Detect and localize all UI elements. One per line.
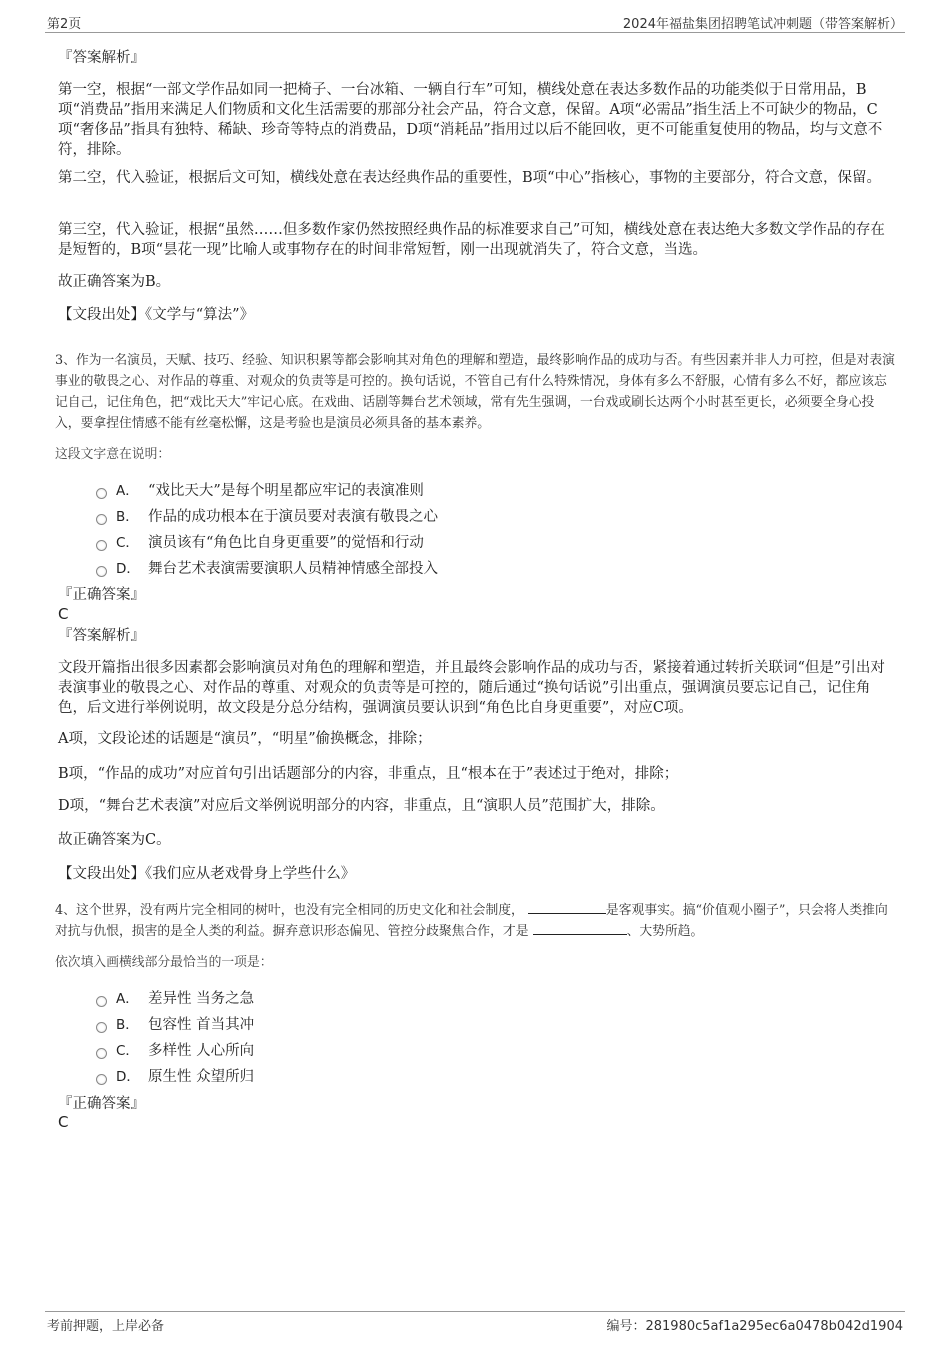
q3-analysis-paragraph-3: B项，“作品的成功”对应首句引出话题部分的内容，非重点，且“根本在于”表述过于绝对，排除； (58, 766, 679, 782)
radio-icon[interactable] (96, 1048, 107, 1059)
q2-source: 【文段出处】《文学与“算法”》 (58, 307, 255, 323)
q3-question-text: 3、作为一名演员，天赋、技巧、经验、知识积累等都会影响其对角色的理解和塑造，最终影响作品的成功与否。有些因素并非人力可控，但是对表演事业的敬畏之心、对作品的尊重、对观众的负责等是可控的。换句话说，不管自己有什么特殊情况，身体有多么不舒服，心情有多么不好，都应该忘记自己，记住角色，把“戏比天大”牢记心底。在戏曲、话剧等舞台艺术领域，常有先生强调，一台戏或刷长达两个小时甚至更长，必须要全身心投入，要拿捏住情感不能有丝毫松懈，这是考验也是演员必须具备的基本素养。 (55, 353, 895, 431)
footer-code-label: 编号： (606, 1319, 646, 1334)
q4-option-a[interactable] (96, 988, 254, 1010)
footer-slogan: 考前押题，上岸必备 (47, 1319, 165, 1334)
option-text: 作品的成功根本在于演员要对表演有敬畏之心 (148, 509, 438, 525)
q3-option-d[interactable] (96, 558, 438, 580)
option-text: 差异性 当务之急 (148, 991, 255, 1007)
option-text: “戏比天大”是每个明星都应牢记的表演准则 (148, 483, 424, 499)
radio-icon[interactable] (96, 566, 107, 577)
option-letter: D． (116, 561, 140, 577)
page-number: 第2页 (47, 17, 82, 32)
q3-source: 【文段出处】《我们应从老戏骨身上学些什么》 (58, 866, 356, 882)
option-text: 演员该有“角色比自身更重要”的觉悟和行动 (148, 535, 424, 551)
q3-correct-answer: C (58, 605, 69, 623)
option-letter: B． (116, 509, 139, 525)
q3-correct-label: 『正确答案』 (58, 587, 145, 603)
q4-option-d[interactable] (96, 1066, 254, 1088)
q4-correct-answer: C (58, 1113, 69, 1131)
radio-icon[interactable] (96, 488, 107, 499)
q4-text-part-3: 、大势所趋。 (626, 924, 704, 939)
q4-correct-label: 『正确答案』 (58, 1096, 145, 1112)
q4-blank-2 (533, 922, 627, 935)
q4-text-part-2: 是客观事实。搞“价值观小圈子”，只会将人类推向对抗与仇恨，损害的是全人类的利益。摒弃意识形态偏见、管控分歧聚焦合作，才是 (55, 903, 888, 939)
option-letter: C． (116, 535, 139, 551)
q3-option-c[interactable] (96, 532, 424, 554)
q3-analysis-paragraph-1: 文段开篇指出很多因素都会影响演员对角色的理解和塑造，并且最终会影响作品的成功与否，紧接着通过转折关联词“但是”引出对表演事业的敬畏之心、对作品的尊重、对观众的负责等是可控的，随后通过“换句话说”引出重点，强调演员要忘记自己，记住角色，后文进行举例说明，故文段是分总分结构，强调演员要认识到“角色比自身更重要”，对应C项。 (58, 660, 885, 716)
option-letter: A． (116, 991, 139, 1007)
q3-analysis-label: 『答案解析』 (58, 628, 145, 644)
q3-option-a[interactable] (96, 480, 424, 502)
document-title: 2024年福盐集团招聘笔试冲刺题（带答案解析） (622, 17, 903, 32)
option-letter: C． (116, 1043, 139, 1059)
option-text: 原生性 众望所归 (148, 1069, 255, 1085)
q4-option-b[interactable] (96, 1014, 254, 1036)
q3-stem: 这段文字意在说明： (55, 447, 171, 462)
option-text: 舞台艺术表演需要演职人员精神情感全部投入 (148, 561, 438, 577)
q2-analysis-paragraph-1: 第一空，根据“一部文学作品如同一把椅子、一台冰箱、一辆自行车”可知，横线处意在表达多数作品的功能类似于日常用品，B项“消费品”指用来满足人们物质和文化生活需要的那部分社会产品，符合文意，保留。A项“必需品”指生活上不可缺少的物品，C项“奢侈品”指具有独特、稀缺、珍奇等特点的消费品，D项“消耗品”指用过以后不能回收，更不可能重复使用的物品，均与文意不符，排除。 (58, 82, 883, 158)
radio-icon[interactable] (96, 540, 107, 551)
option-letter: D． (116, 1069, 140, 1085)
footer-code-value: 281980c5af1a295ec6a0478b042d1904 (645, 1319, 903, 1334)
q4-question-text (55, 900, 895, 942)
q3-conclusion: 故正确答案为C。 (58, 832, 171, 848)
option-text: 多样性 人心所向 (148, 1043, 255, 1059)
q2-conclusion: 故正确答案为B。 (58, 274, 171, 290)
q2-analysis-label: 『答案解析』 (58, 50, 145, 66)
radio-icon[interactable] (96, 996, 107, 1007)
q2-analysis-paragraph-3: 第三空，代入验证，根据“虽然……但多数作家仍然按照经典作品的标准要求自己”可知，横线处意在表达绝大多数文学作品的存在是短暂的，B项“昙花一现”比喻人或事物存在的时间非常短暂，刚一出现就消失了，符合文意，当选。 (58, 222, 885, 258)
q3-analysis-paragraph-4: D项，“舞台艺术表演”对应后文举例说明部分的内容，非重点，且“演职人员”范围扩大，排除。 (58, 798, 665, 814)
option-letter: B． (116, 1017, 139, 1033)
q2-analysis-paragraph-2: 第二空，代入验证，根据后文可知，横线处意在表达经典作品的重要性，B项“中心”指核心，事物的主要部分，符合文意，保留。 (58, 170, 881, 186)
q4-option-c[interactable] (96, 1040, 254, 1062)
radio-icon[interactable] (96, 1074, 107, 1085)
q3-option-b[interactable] (96, 506, 438, 528)
radio-icon[interactable] (96, 1022, 107, 1033)
option-text: 包容性 首当其冲 (148, 1017, 255, 1033)
q3-analysis-paragraph-2: A项，文段论述的话题是“演员”，“明星”偷换概念，排除； (58, 731, 432, 747)
option-letter: A． (116, 483, 139, 499)
q4-blank-1 (528, 901, 606, 914)
page-header (45, 12, 905, 33)
radio-icon[interactable] (96, 514, 107, 525)
footer-code (606, 1315, 903, 1334)
q4-text-part-1: 4、这个世界，没有两片完全相同的树叶，也没有完全相同的历史文化和社会制度， (55, 903, 524, 918)
q4-stem: 依次填入画横线部分最恰当的一项是： (55, 955, 273, 970)
page-footer (45, 1311, 905, 1336)
